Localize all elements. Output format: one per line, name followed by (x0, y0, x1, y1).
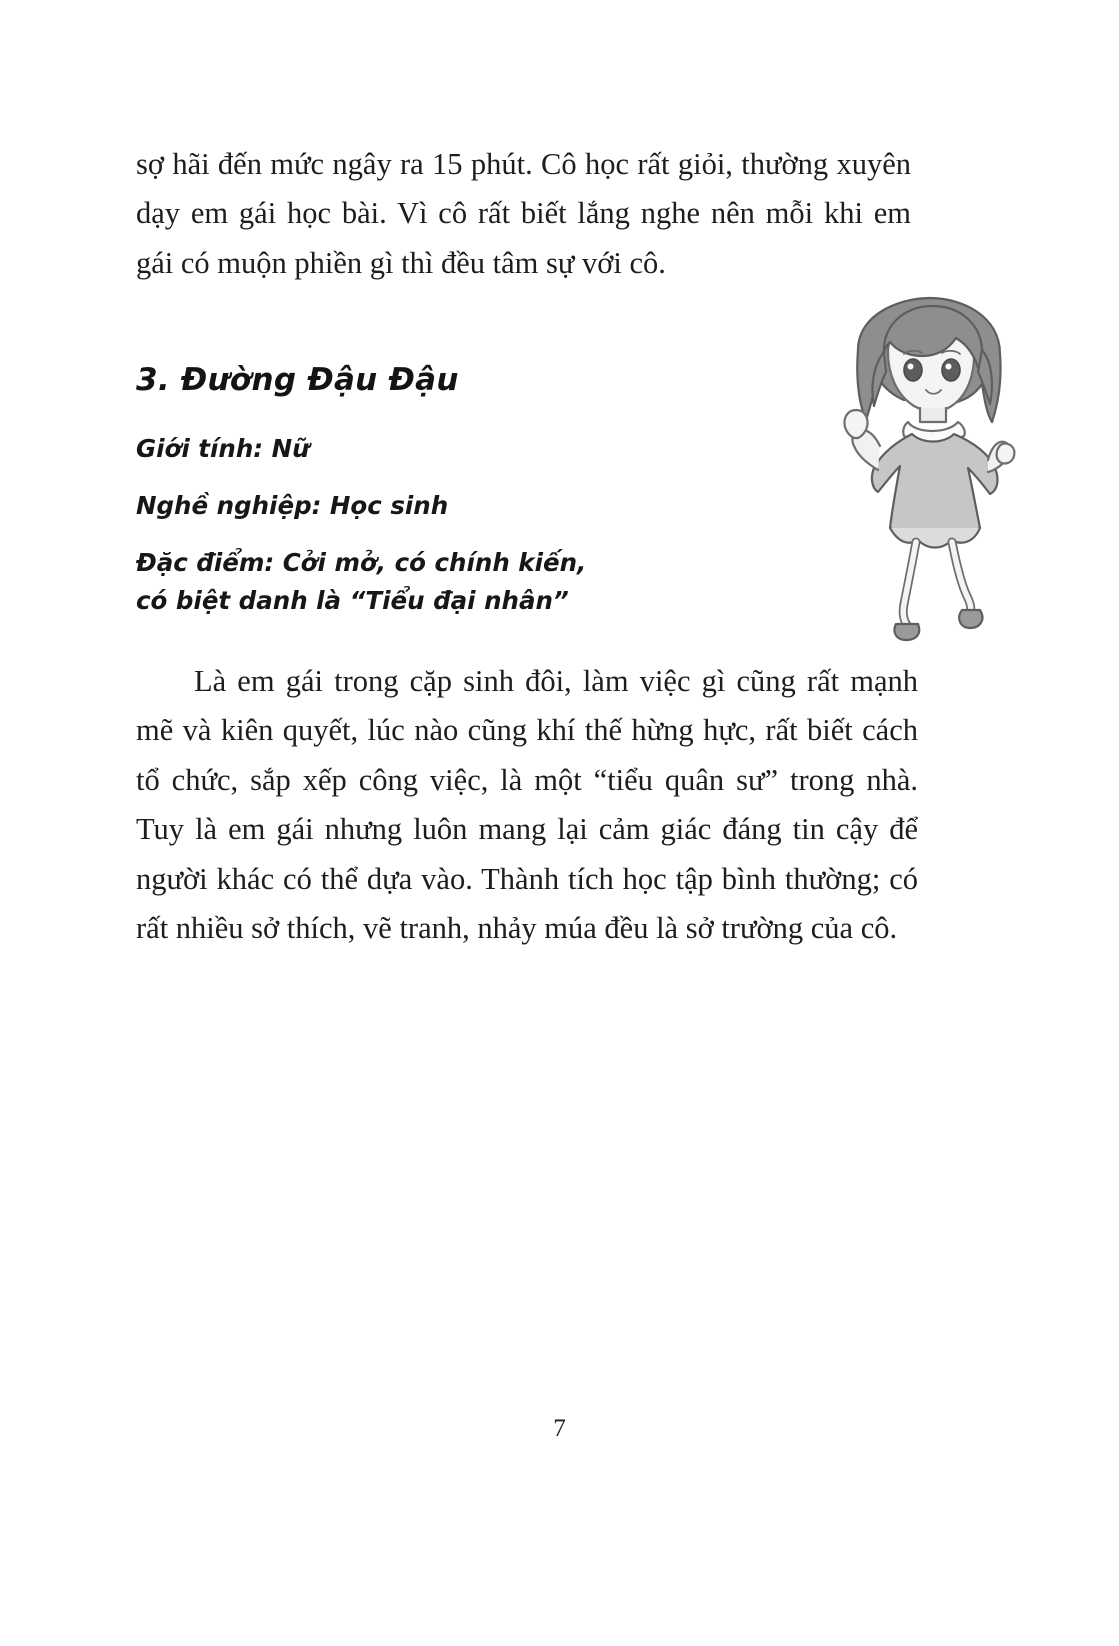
body-paragraph: Là em gái trong cặp sinh đôi, làm việc gì cũng rất mạnh mẽ và kiên quyết, lúc nào cũng khí thế hừng hực, rất biết cách tổ chức, sắp xếp công việc, là một “tiểu quân sư” trong nhà. Tuy là em gái nhưng luôn mang lại cảm giác đáng tin cậy để người khác có thể dựa vào. Thành tích học tập bình thường; có rất nhiều sở thích, vẽ tranh, nhảy múa đều là sở trường của cô. (136, 664, 918, 946)
page-content (136, 140, 926, 946)
section-heading: 3. Đường Đậu Đậu (136, 362, 459, 398)
attribute-traits-line-2: có biệt danh là “Tiểu đại nhân” (136, 586, 569, 616)
attribute-traits-line-1: Đặc điểm: Cởi mở, có chính kiến, (136, 547, 587, 577)
attribute-occupation: Nghề nghiệp: Học sinh (136, 490, 449, 520)
girl-character-illustration (796, 292, 1066, 652)
attribute-gender: Giới tính: Nữ (136, 434, 310, 463)
top-paragraph: sợ hãi đến mức ngây ra 15 phút. Cô học rất giỏi, thường xuyên dạy em gái học bài. Vì cô rất biết lắng nghe nên mỗi khi em gái có muộn phiền gì thì đều tâm sự với cô. (136, 147, 911, 280)
character-attributes (136, 432, 656, 641)
page-number: 7 (553, 1415, 566, 1442)
